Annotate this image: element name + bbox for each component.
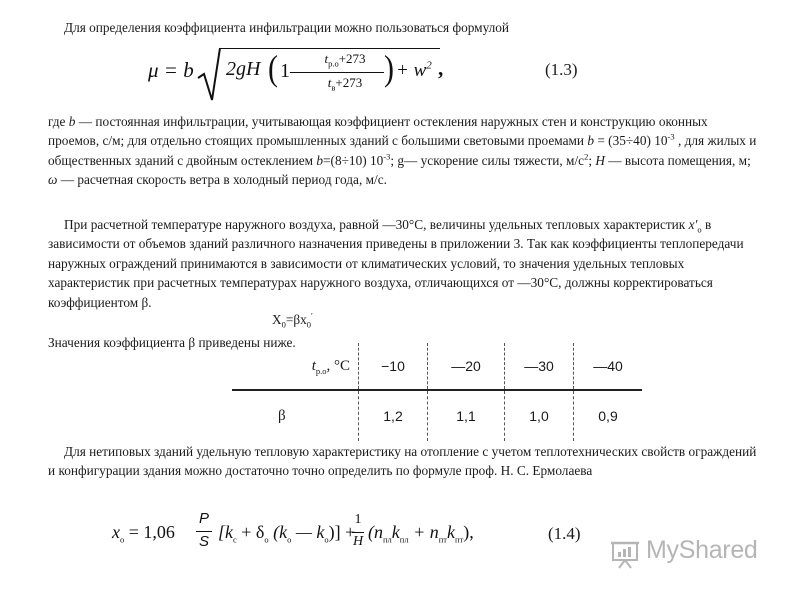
formula-1-4-frac-den: S xyxy=(198,533,209,550)
paren-right: ) xyxy=(384,48,394,89)
watermark-text: MyShared xyxy=(646,536,758,564)
table-header-temperature: $t_{р.о}$, °С xyxy=(232,343,359,390)
table-row-label-beta: β xyxy=(278,407,286,424)
equation-number-1-3: (1.3) xyxy=(545,60,578,79)
formula-1-4-lhs: $x_о = 1,06$ xyxy=(112,522,175,545)
formula-1-3-one-minus: 1— xyxy=(280,60,310,82)
table-cell-temp: —20 xyxy=(428,343,505,390)
fraction-bar xyxy=(308,72,384,73)
fraction-bar xyxy=(352,532,364,533)
formula-1-3-frac-num: $t_{р.о}+273$ xyxy=(324,51,366,69)
temperature-paragraph: При расчетной температуре наружного воздуха, равной —30°С, величины удельных тепловых характеристик $x'_о$ в зависимости от объемов зданий различного назначения приведены в приложении 3. Так как коэффициенты теплопередачи наружных ограждений принимаются в зависимости от климатических условий, то значения удельных тепловых характеристик при расчетных температурах наружного воздуха, отличающихся от —30°С, должны корректироваться коэффициентом β. xyxy=(48,217,744,310)
formula-1-4-frac-num: P xyxy=(198,510,209,527)
intro-text: Для определения коэффициента инфильтрации можно пользоваться формулой xyxy=(64,20,510,35)
table-cell-beta: 0,9 xyxy=(574,390,643,441)
table-row-beta xyxy=(232,390,642,441)
table-row-temperatures xyxy=(232,343,642,390)
table-cell-beta: 1,1 xyxy=(428,390,505,441)
table-cell-temp: —40 xyxy=(574,343,643,390)
formula-comma: , xyxy=(438,56,444,80)
beta-intro: Значения коэффициента β приведены ниже. xyxy=(48,335,296,350)
formula-1-4-frac2-num: 1 xyxy=(354,512,362,527)
formula-1-3-frac-den: $t_в+273$ xyxy=(327,75,363,93)
beta-table xyxy=(232,343,642,441)
watermark-logo xyxy=(610,535,758,575)
formula-1-3 xyxy=(148,44,448,104)
formula-1-3-lhs: μ = b xyxy=(148,58,194,82)
sqrt-bar xyxy=(220,48,440,49)
table-cell-temp: —30 xyxy=(505,343,574,390)
formula-1-4 xyxy=(112,508,532,564)
formula-1-4-body-b: $(n_{пл}k_{пл} + n_{пт}k_{пт})$, xyxy=(368,522,474,545)
where-paragraph: где b — постоянная инфильтрации, учитывающая коэффициент остекления наружных стен и конструкцию оконных проемов, с/м; для отдельно стоящих промышленных зданий с большими световыми проемами b = (35÷40) $10^{-3}$ , для жилых и общественных зданий с двойным остеклением b=(8÷10) $10^{-3}$; g— ускорение силы тяжести, $м/с^2$; H — высота помещения, м; ω — расчетная скорость ветра в холодный период года, м/с. xyxy=(48,114,757,188)
equation-number-1-4: (1.4) xyxy=(548,524,581,543)
table-cell-temp: −10 xyxy=(359,343,428,390)
sqrt-sign-icon xyxy=(196,44,222,104)
table-cell-beta: 1,0 xyxy=(505,390,574,441)
formula-x0: $Х_0=\beta х_0'$ xyxy=(272,310,313,330)
ermolaev-paragraph: Для нетиповых зданий удельную тепловую характеристику на отопление с учетом теплотехнических свойств ограждений и конфигурации здания можно достаточно точно определить по формуле проф. Н. С. Ермолаева xyxy=(48,444,757,479)
presentation-board-icon xyxy=(610,539,642,569)
formula-1-3-tail: + $w^2$ xyxy=(396,59,432,81)
paren-left: ( xyxy=(268,48,278,89)
formula-1-4-body-a: [$k_с + \delta_о$ ($k_о$ — $k_о$)] + xyxy=(218,522,356,545)
fraction-bar xyxy=(196,531,212,532)
formula-1-3-2gH: 2gH xyxy=(226,58,261,80)
formula-1-4-frac2-den: H xyxy=(352,534,364,549)
table-cell-beta: 1,2 xyxy=(359,390,428,441)
